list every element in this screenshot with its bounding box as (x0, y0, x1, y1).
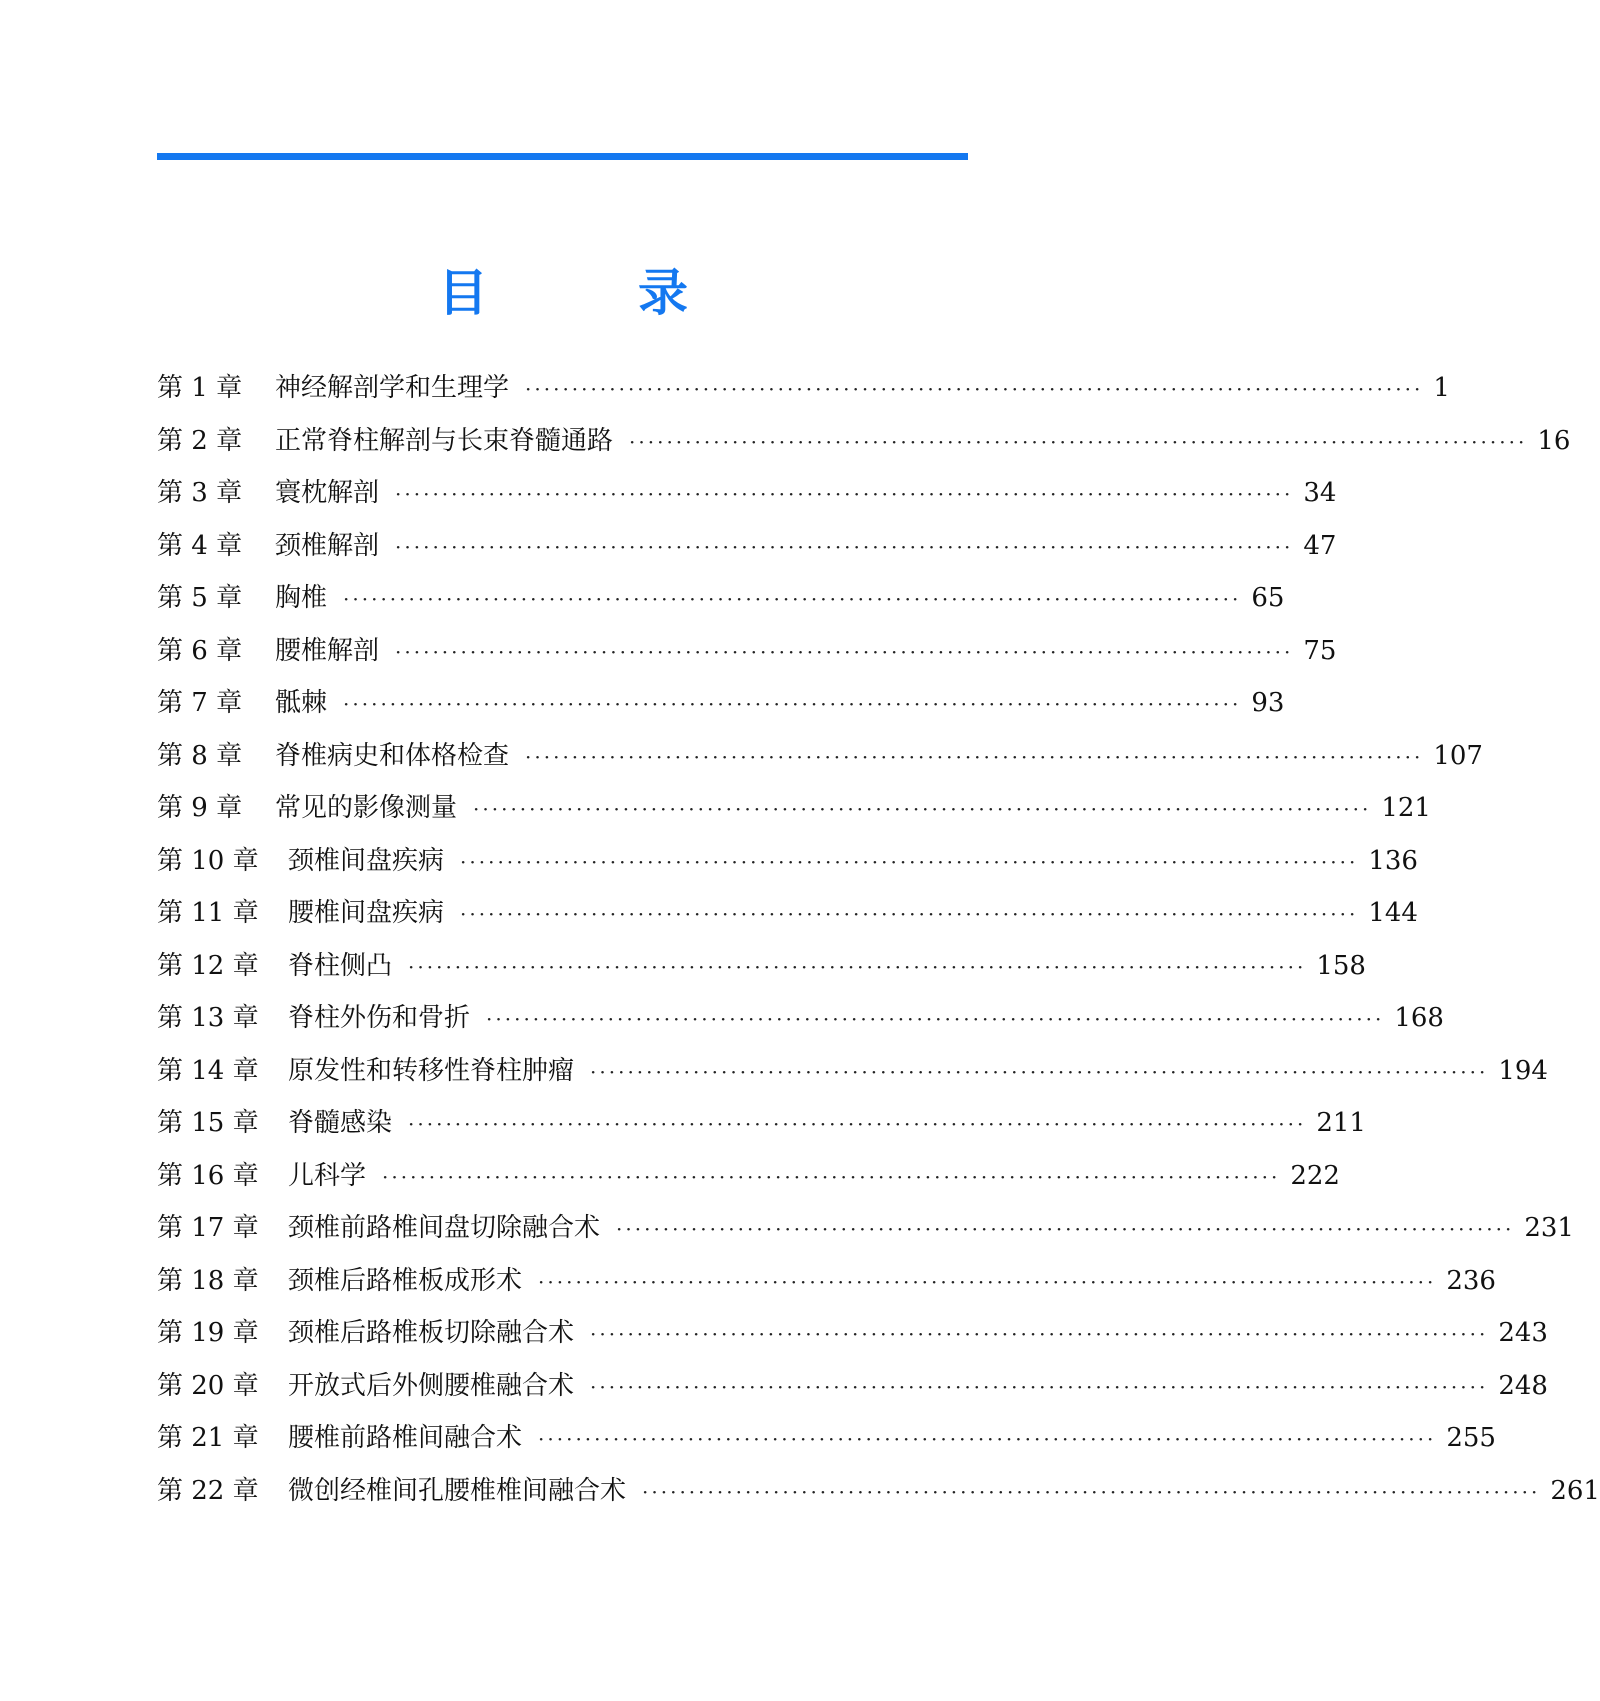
leader-dots: ································································································ (473, 797, 1372, 821)
toc-entry[interactable] (157, 520, 1337, 573)
chapter-title: 颈椎解剖 (275, 530, 380, 561)
leader-dots: ································································································ (590, 1374, 1489, 1399)
toc-entry[interactable] (157, 1255, 1496, 1308)
toc-entry[interactable] (157, 1360, 1548, 1413)
chapter-title: 微创经椎间孔腰椎椎间融合术 (288, 1475, 627, 1506)
toc-entry[interactable] (157, 1150, 1340, 1203)
chapter-number: 第 16 章 (157, 1160, 259, 1191)
chapter-title: 颈椎后路椎板切除融合术 (288, 1318, 575, 1348)
toc-entry[interactable] (157, 887, 1418, 940)
chapter-title: 颈椎后路椎板成形术 (288, 1265, 523, 1296)
leader-dots: ································································································ (460, 849, 1359, 874)
leader-dots: ································································································ (616, 1217, 1515, 1241)
leader-dots: ································································································ (590, 1322, 1489, 1346)
chapter-number: 第 19 章 (157, 1318, 259, 1348)
leader-dots: ································································································ (525, 377, 1424, 401)
chapter-title: 脊髓感染 (288, 1108, 393, 1138)
page-number: 231 (1524, 1213, 1574, 1243)
leader-dots: ································································································ (382, 1164, 1281, 1189)
chapter-number: 第 13 章 (157, 1003, 259, 1033)
chapter-title: 颈椎间盘疾病 (288, 845, 445, 876)
table-of-contents (157, 362, 1600, 1517)
toc-entry[interactable] (157, 1202, 1574, 1255)
chapter-title: 腰椎前路椎间融合术 (288, 1423, 523, 1453)
chapter-title: 开放式后外侧腰椎融合术 (288, 1370, 575, 1401)
page-number: 93 (1251, 688, 1285, 718)
page-number: 136 (1368, 845, 1418, 876)
page-number: 194 (1498, 1055, 1548, 1086)
leader-dots: ································································································ (642, 1479, 1541, 1504)
page-number: 75 (1303, 635, 1337, 666)
toc-entry[interactable] (157, 625, 1337, 678)
chapter-number: 第 8 章 (157, 740, 243, 771)
leader-dots: ································································································ (395, 639, 1294, 664)
toc-entry[interactable] (157, 1045, 1548, 1098)
toc-entry[interactable] (157, 1097, 1366, 1150)
page-number: 121 (1381, 793, 1431, 823)
chapter-number: 第 3 章 (157, 478, 243, 508)
chapter-number: 第 18 章 (157, 1265, 259, 1296)
page-number: 243 (1498, 1318, 1548, 1348)
page-number: 1 (1433, 373, 1450, 403)
chapter-number: 第 21 章 (157, 1423, 259, 1453)
page-title: 目 录 (438, 263, 738, 322)
toc-entry[interactable] (157, 362, 1450, 415)
chapter-number: 第 6 章 (157, 635, 243, 666)
chapter-number: 第 12 章 (157, 950, 259, 981)
chapter-number: 第 17 章 (157, 1213, 259, 1243)
leader-dots: ································································································ (395, 482, 1294, 506)
page-number: 248 (1498, 1370, 1548, 1401)
chapter-number: 第 5 章 (157, 583, 243, 613)
leader-dots: ································································································ (343, 692, 1242, 716)
chapter-title: 常见的影像测量 (275, 793, 458, 823)
leader-dots: ································································································ (538, 1269, 1437, 1294)
toc-entry[interactable] (157, 835, 1418, 888)
leader-dots: ································································································ (525, 744, 1424, 769)
toc-entry[interactable] (157, 730, 1483, 783)
toc-entry[interactable] (157, 1465, 1600, 1518)
chapter-number: 第 10 章 (157, 845, 259, 876)
leader-dots: ································································································ (395, 534, 1294, 559)
chapter-number: 第 1 章 (157, 373, 243, 403)
chapter-title: 儿科学 (288, 1160, 367, 1191)
leader-dots: ································································································ (486, 1007, 1385, 1031)
chapter-number: 第 2 章 (157, 425, 243, 456)
chapter-number: 第 14 章 (157, 1055, 259, 1086)
page-number: 107 (1433, 740, 1483, 771)
leader-dots: ································································································ (538, 1427, 1437, 1451)
leader-dots: ································································································ (460, 902, 1359, 926)
chapter-number: 第 4 章 (157, 530, 243, 561)
leader-dots: ································································································ (629, 429, 1528, 454)
toc-entry[interactable] (157, 677, 1285, 730)
page-number: 16 (1537, 425, 1571, 456)
toc-entry[interactable] (157, 415, 1571, 468)
leader-dots: ································································································ (408, 1112, 1307, 1136)
chapter-number: 第 9 章 (157, 793, 243, 823)
chapter-title: 原发性和转移性脊柱肿瘤 (288, 1055, 575, 1086)
chapter-title: 脊柱侧凸 (288, 950, 393, 981)
chapter-number: 第 7 章 (157, 688, 243, 718)
chapter-number: 第 11 章 (157, 898, 259, 928)
page-number: 47 (1303, 530, 1337, 561)
toc-entry[interactable] (157, 572, 1285, 625)
page-number: 236 (1446, 1265, 1496, 1296)
toc-entry[interactable] (157, 782, 1431, 835)
chapter-title: 骶棘 (275, 688, 328, 718)
chapter-number: 第 15 章 (157, 1108, 259, 1138)
chapter-number: 第 20 章 (157, 1370, 259, 1401)
page-number: 144 (1368, 898, 1418, 928)
toc-entry[interactable] (157, 992, 1444, 1045)
leader-dots: ································································································ (590, 1059, 1489, 1084)
chapter-title: 寰枕解剖 (275, 478, 380, 508)
chapter-title: 腰椎解剖 (275, 635, 380, 666)
leader-dots: ································································································ (408, 954, 1307, 979)
chapter-title: 脊椎病史和体格检查 (275, 740, 510, 771)
page-number: 255 (1446, 1423, 1496, 1453)
chapter-number: 第 22 章 (157, 1475, 259, 1506)
leader-dots: ································································································ (343, 587, 1242, 611)
chapter-title: 腰椎间盘疾病 (288, 898, 445, 928)
chapter-title: 胸椎 (275, 583, 328, 613)
page-number: 261 (1550, 1475, 1600, 1506)
chapter-title: 颈椎前路椎间盘切除融合术 (288, 1213, 601, 1243)
toc-entry[interactable] (157, 1307, 1548, 1360)
page-number: 65 (1251, 583, 1285, 613)
page-number: 211 (1316, 1108, 1366, 1138)
page-number: 222 (1290, 1160, 1340, 1191)
toc-entry[interactable] (157, 940, 1366, 993)
chapter-title: 正常脊柱解剖与长束脊髓通路 (275, 425, 614, 456)
page-number: 34 (1303, 478, 1337, 508)
top-divider-rule (157, 153, 968, 160)
chapter-title: 神经解剖学和生理学 (275, 373, 510, 403)
chapter-title: 脊柱外伤和骨折 (288, 1003, 471, 1033)
toc-entry[interactable] (157, 1412, 1496, 1465)
page-number: 158 (1316, 950, 1366, 981)
page-number: 168 (1394, 1003, 1444, 1033)
toc-entry[interactable] (157, 467, 1337, 520)
